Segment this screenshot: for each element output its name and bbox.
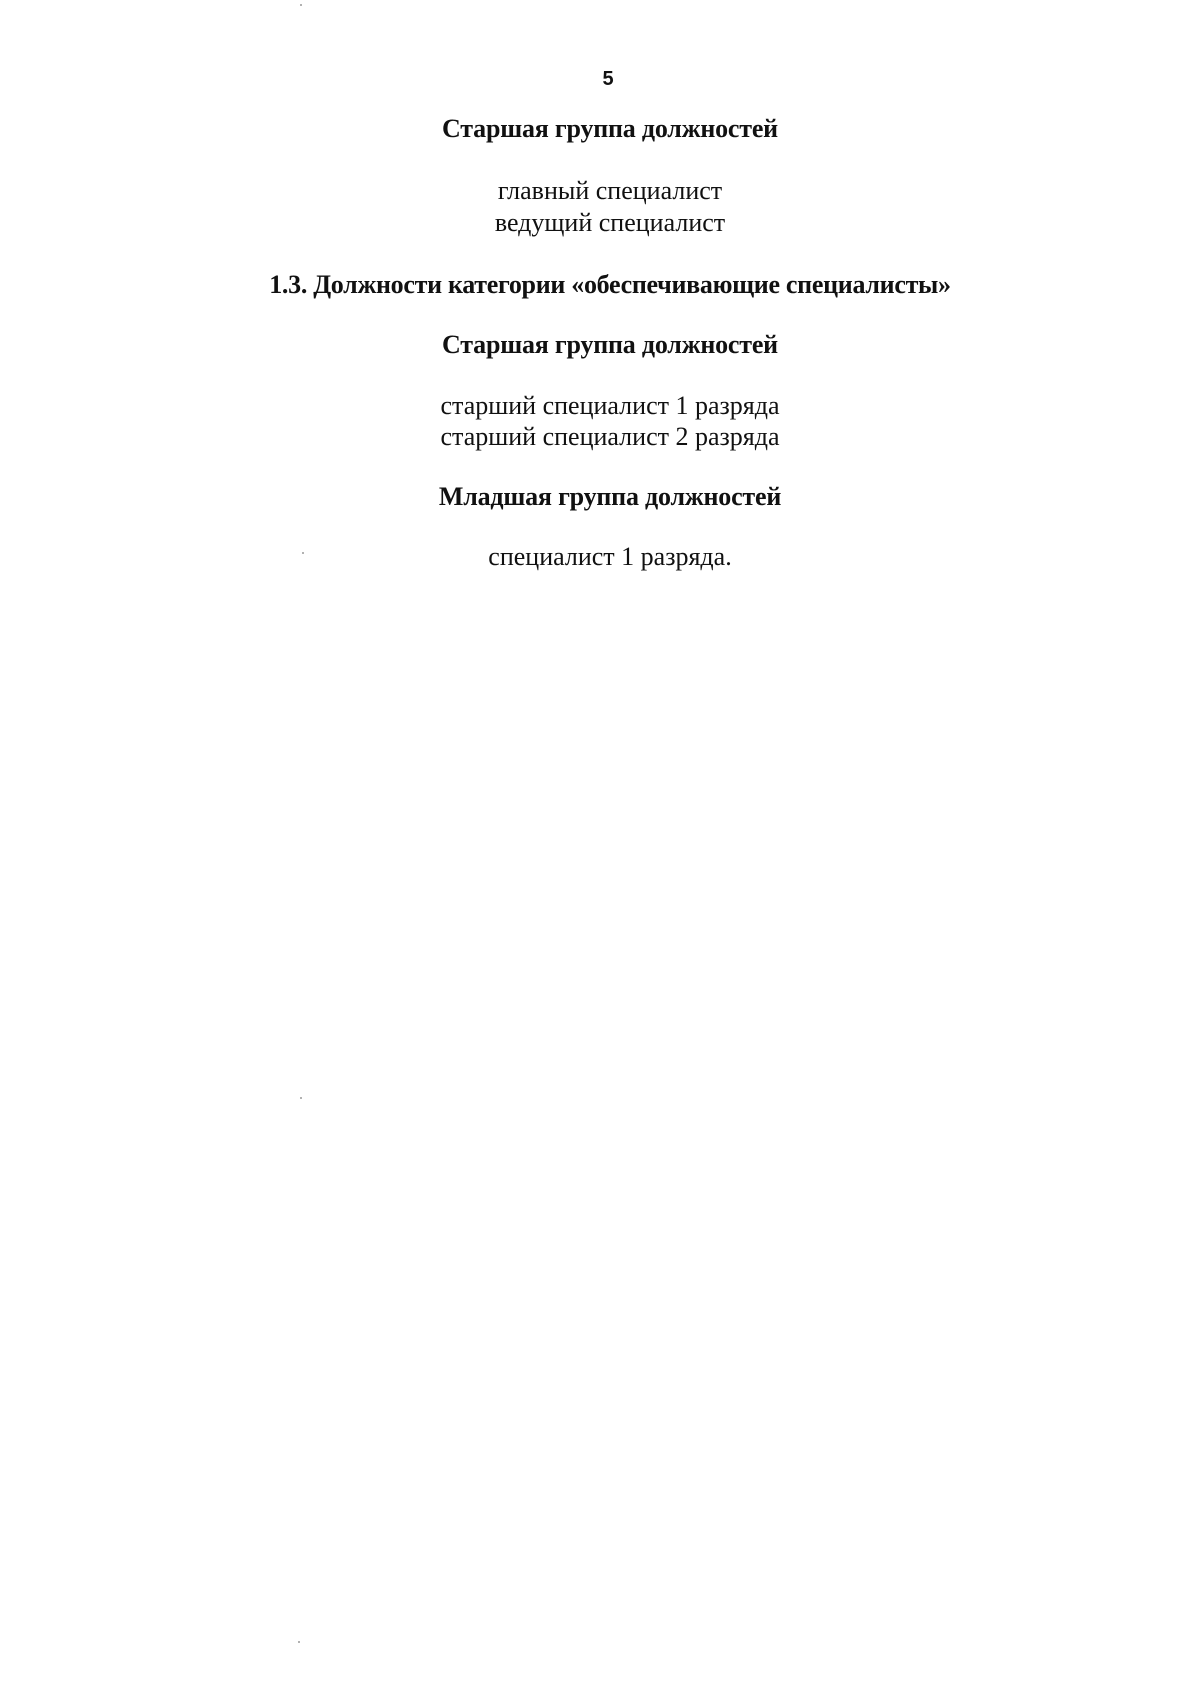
scan-speck	[298, 1641, 300, 1643]
page-number: 5	[602, 68, 614, 90]
scan-speck	[300, 4, 302, 6]
position-item: ведущий специалист	[494, 208, 726, 237]
position-item: старший специалист 1 разряда	[440, 391, 780, 420]
group-heading-senior: Старшая группа должностей	[442, 114, 778, 143]
scan-speck	[302, 552, 304, 554]
group-heading-senior: Старшая группа должностей	[442, 330, 778, 359]
position-item: старший специалист 2 разряда	[440, 422, 780, 451]
group-heading-junior: Младшая группа должностей	[438, 482, 782, 511]
section-heading: 1.3. Должности категории «обеспечивающие специалисты»	[269, 270, 951, 299]
position-item: главный специалист	[497, 176, 723, 205]
position-item: специалист 1 разряда.	[488, 542, 732, 571]
scan-speck	[300, 1097, 302, 1099]
